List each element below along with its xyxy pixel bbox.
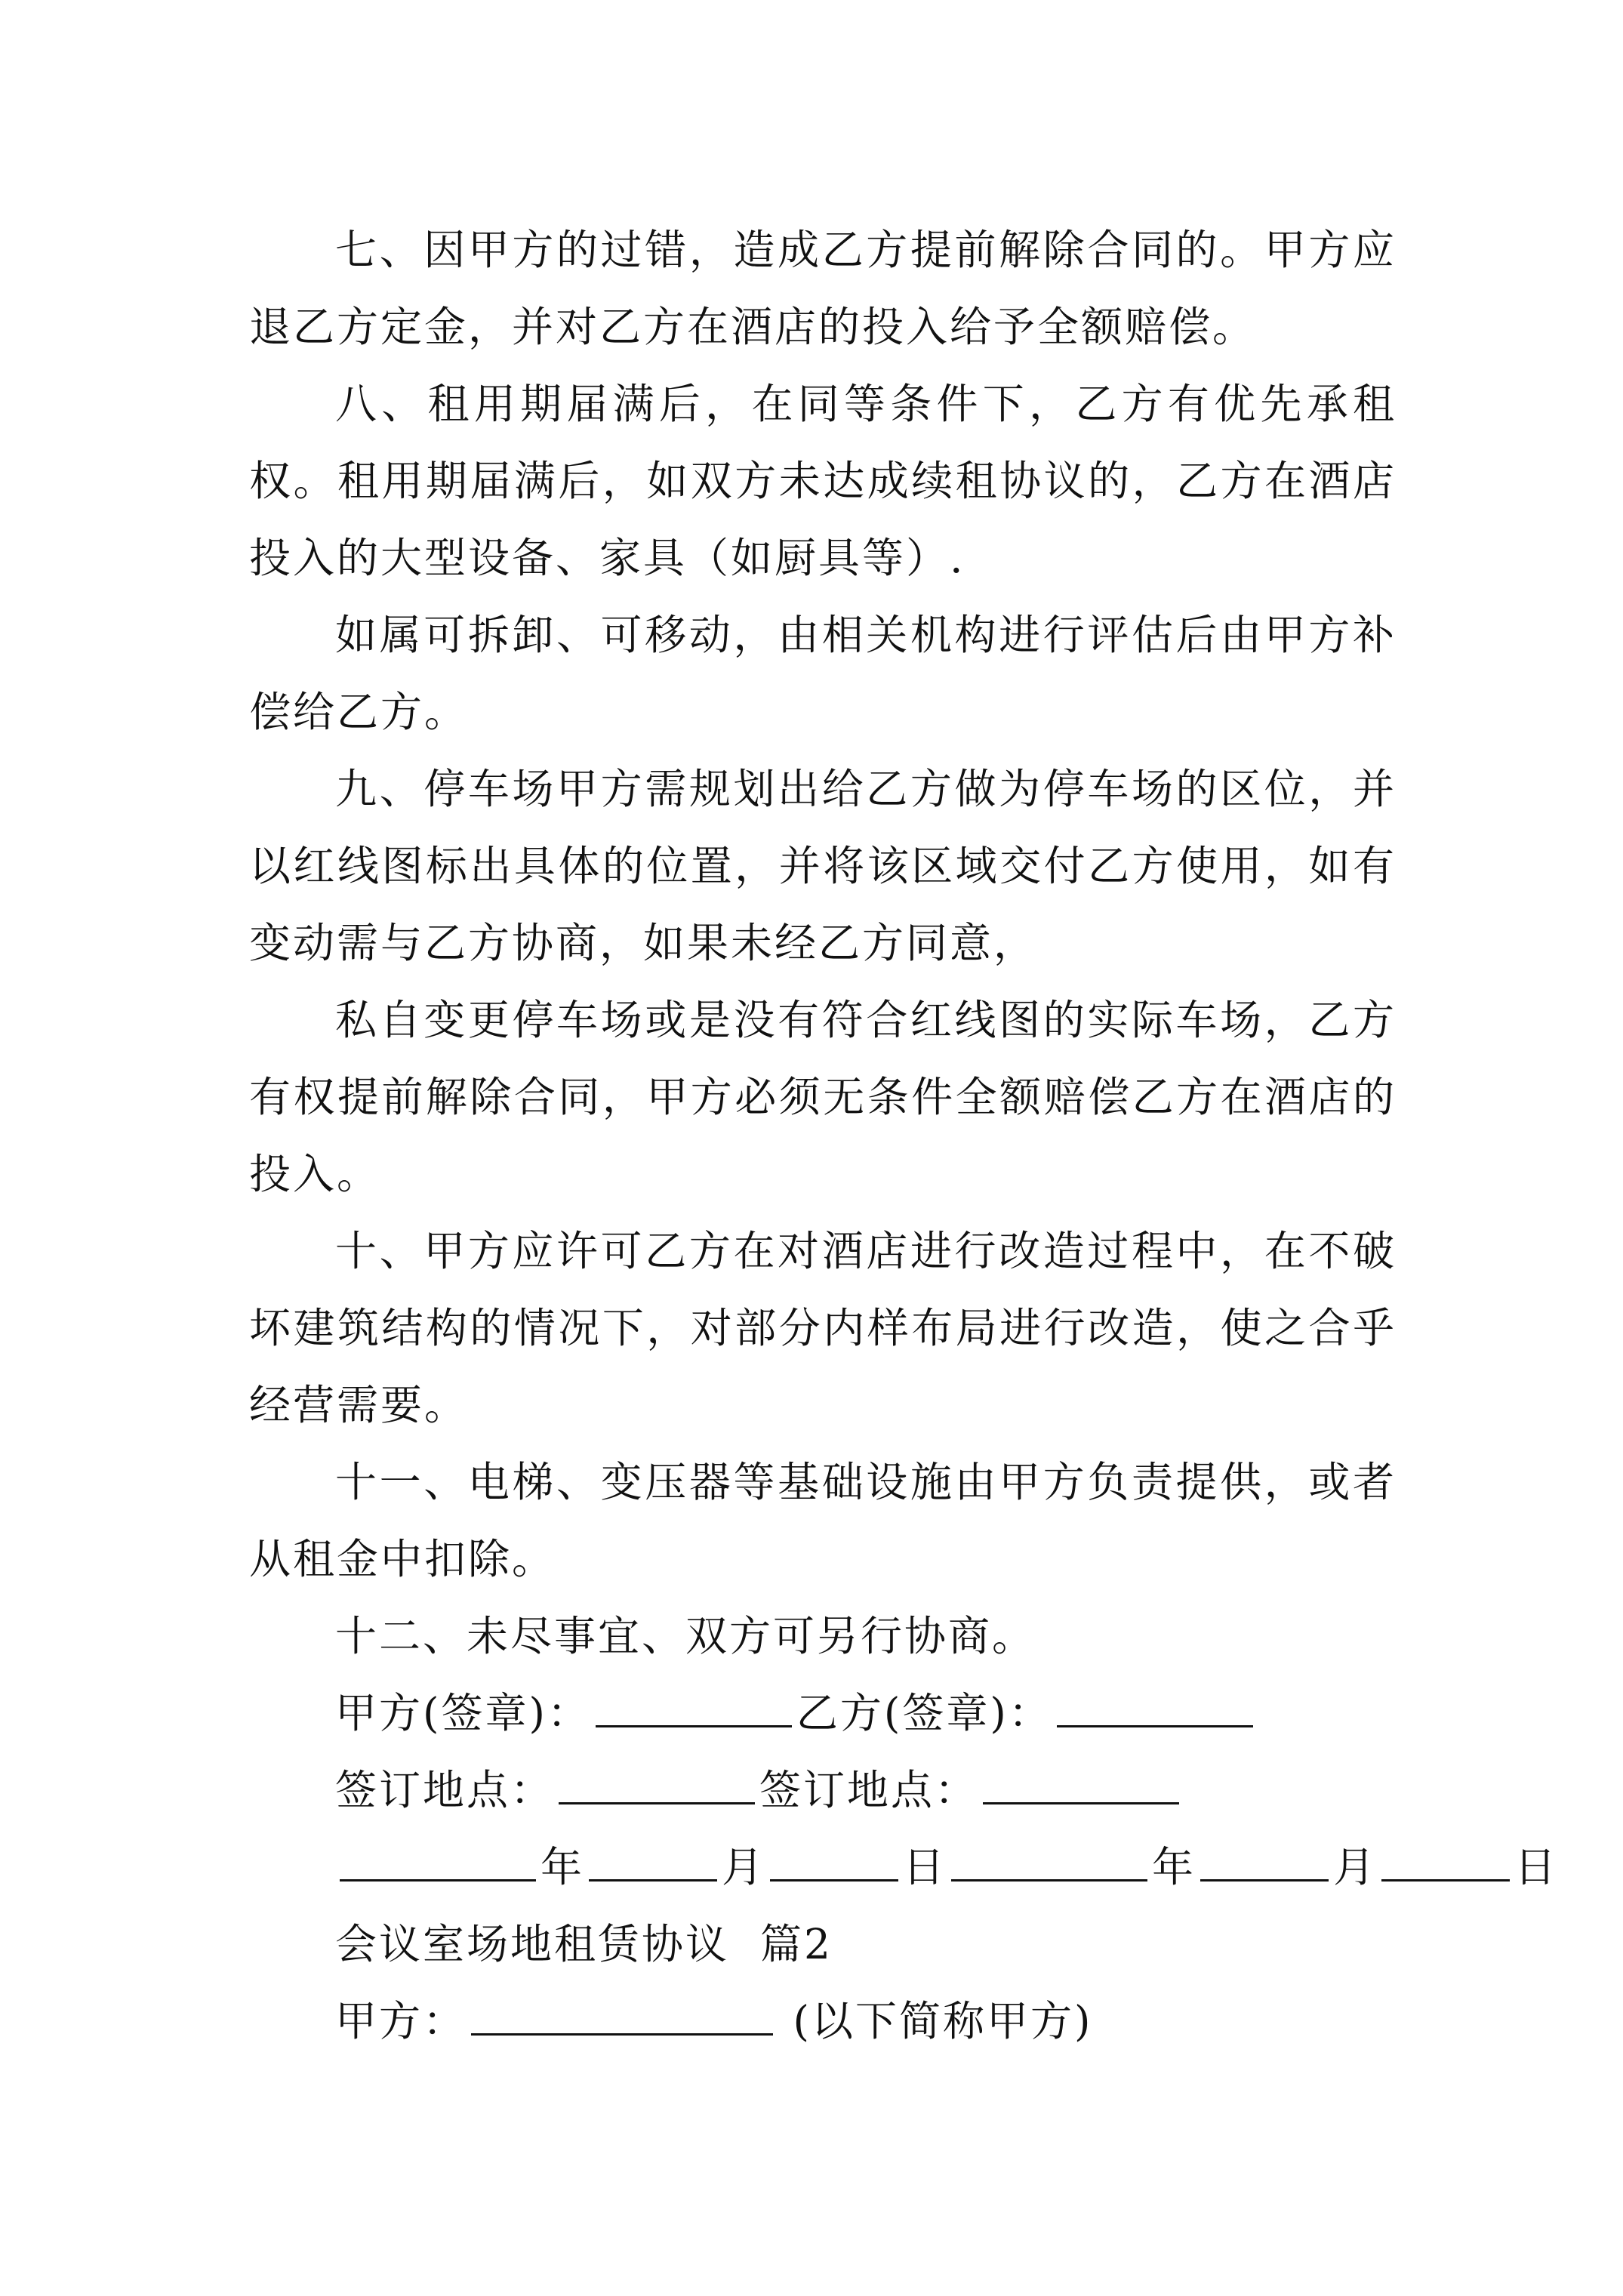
party-a-name-blank [471,1986,773,2036]
party-b-year-blank [951,1832,1147,1881]
day-label: 日 [1514,1843,1559,1891]
party-b-place-label: 签订地点： [759,1766,979,1814]
clause-11: 十一、电梯、变压器等基础设施由甲方负责提供，或者从租金中扣除。 [249,1458,1397,1583]
party-a-signature-blank [596,1678,792,1727]
document-body [249,211,1559,2060]
day-label: 日 [903,1843,947,1891]
party-a-month-blank [589,1832,717,1881]
party-a-label: 甲方： [335,1997,467,2045]
party-a-abbreviation-note: (以下简称甲方) [778,1997,1093,2045]
signing-place-line [249,1752,1397,1829]
clause-10: 十、甲方应许可乙方在对酒店进行改造过程中，在不破坏建筑结构的情况下，对部分内样布局进行改造，使之合乎经营需要。 [249,1227,1397,1429]
month-label: 月 [722,1843,766,1891]
signature-line [249,1675,1397,1752]
clause-9-continued: 私自变更停车场或是没有符合红线图的实际车场，乙方有权提前解除合同，甲方必须无条件全额赔偿乙方在酒店的投入。 [249,996,1397,1198]
party-b-signature-label: 乙方(签章)： [796,1689,1052,1737]
clause-8: 八、租用期届满后，在同等条件下，乙方有优先承租权。租用期届满后，如双方未达成续租协议的，乙方在酒店投入的大型设备、家具（如厨具等）. [249,380,1397,582]
clause-8-continued: 如属可拆卸、可移动，由相关机构进行评估后由甲方补偿给乙方。 [249,611,1397,736]
party-a-signature-label: 甲方(签章)： [335,1689,591,1737]
party-b-signature-blank [1057,1678,1253,1727]
party-a-day-blank [770,1832,898,1881]
year-label: 年 [540,1843,585,1891]
date-line [249,1829,1559,1906]
section-title: 会议室场地租赁协议 篇2 [335,1920,833,1968]
month-label: 月 [1333,1843,1378,1891]
party-a-place-label: 签订地点： [335,1766,555,1814]
clause-7: 七、因甲方的过错，造成乙方提前解除合同的。甲方应退乙方定金，并对乙方在酒店的投入给予全额赔偿。 [249,226,1397,351]
year-label: 年 [1152,1843,1196,1891]
clause-9: 九、停车场甲方需规划出给乙方做为停车场的区位，并以红线图标出具体的位置，并将该区域交付乙方使用，如有变动需与乙方协商，如果未经乙方同意， [249,765,1397,967]
party-a-year-blank [340,1832,536,1881]
party-a-place-blank [559,1755,755,1804]
party-b-place-blank [983,1755,1179,1804]
party-b-month-blank [1200,1832,1329,1881]
party-a-line [249,1983,1397,2060]
party-b-day-blank [1381,1832,1510,1881]
clause-12: 十二、未尽事宜、双方可另行协商。 [335,1612,1036,1660]
